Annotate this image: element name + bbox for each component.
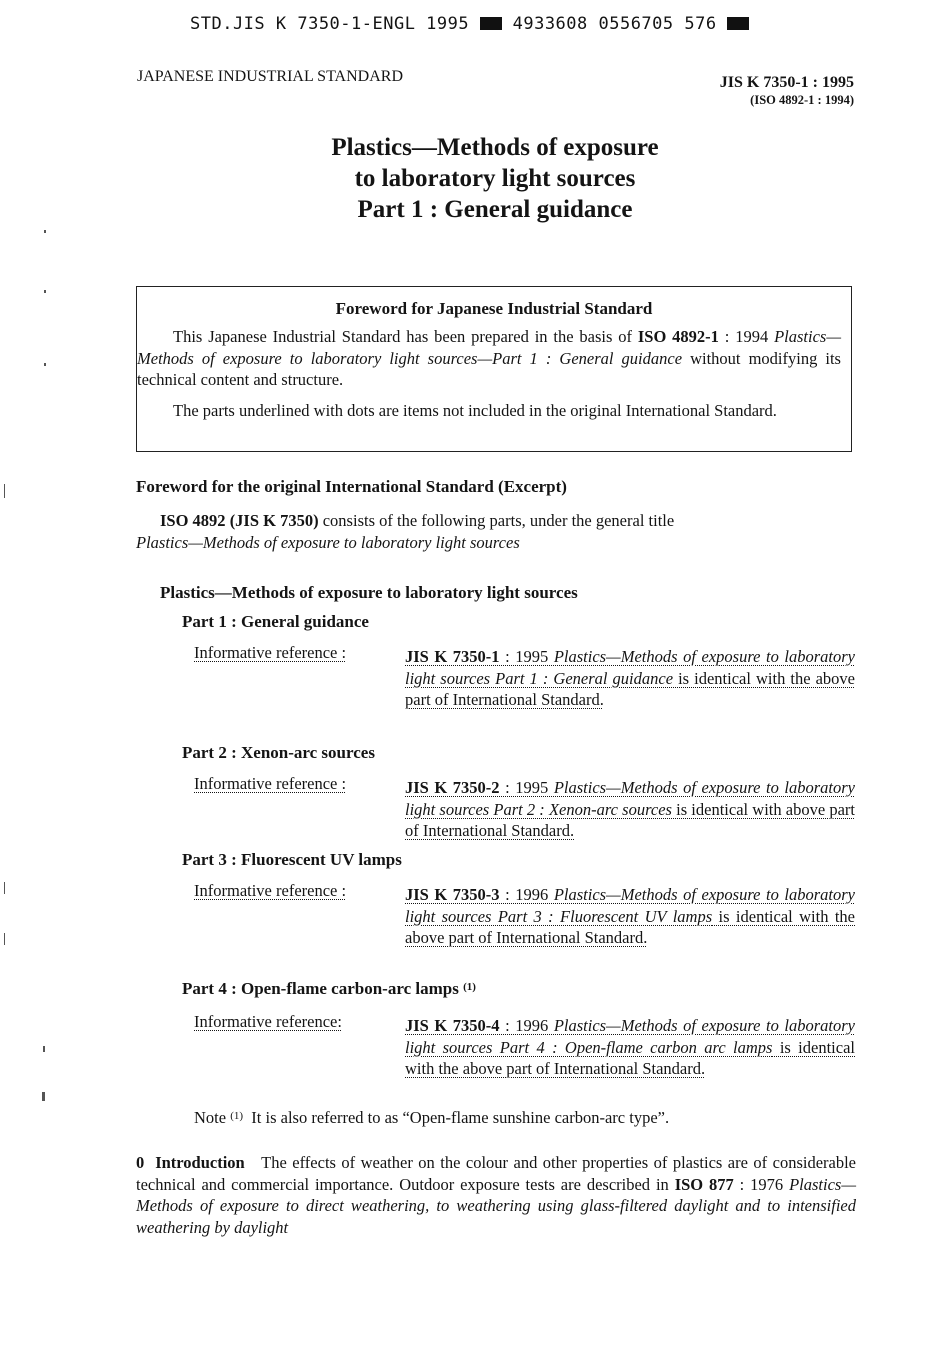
stamp-block-2 bbox=[727, 17, 749, 30]
foreword-intl-text: consists of the following parts, under the general title bbox=[318, 511, 675, 530]
introduction-paragraph bbox=[136, 1152, 856, 1238]
foreword-intl-heading: Foreword for the original International Standard (Excerpt) bbox=[136, 477, 567, 496]
section-heading: Introduction bbox=[155, 1153, 245, 1172]
part-1-reference bbox=[405, 646, 855, 711]
jis-number: JIS K 7350-3 bbox=[405, 885, 500, 904]
scan-mark bbox=[4, 882, 5, 894]
part-1-title: Part 1 : General guidance bbox=[182, 612, 369, 631]
jis-title: Plastics—Methods of exposure to laboratory light sources Part 4 : Open-flame carbon arc lamps bbox=[405, 1016, 855, 1057]
iso-number: (ISO 4892-1 : 1994) bbox=[750, 93, 854, 107]
part-2-title: Part 2 : Xenon-arc sources bbox=[182, 743, 375, 762]
general-title: Plastics—Methods of exposure to laboratory light sources bbox=[136, 532, 520, 552]
title-line-2: to laboratory light sources bbox=[354, 165, 636, 192]
stamp-numbers: 4933608 0556705 576 bbox=[512, 14, 717, 34]
stamp-code: STD.JIS K 7350-1-ENGL 1995 bbox=[190, 14, 470, 34]
part-3-title: Part 3 : Fluorescent UV lamps bbox=[182, 850, 402, 869]
reference-text: is identical with the above part of International Standard. bbox=[405, 668, 855, 709]
document-stamp bbox=[190, 14, 749, 34]
reference-text: is identical with above part of International Standard. bbox=[405, 799, 855, 840]
standard-type: JAPANESE INDUSTRIAL STANDARD bbox=[137, 68, 403, 85]
iso-reference: ISO 4892-1 bbox=[637, 327, 719, 346]
jis-reference: (JIS K 7350) bbox=[229, 511, 319, 530]
iso-year: : 1976 bbox=[733, 1174, 790, 1194]
iso-year: : 1994 bbox=[718, 327, 775, 346]
reference-text: is identical with the above part of International Standard. bbox=[405, 1037, 855, 1078]
standard-number: JIS K 7350-1 : 1995 bbox=[719, 74, 854, 91]
scan-speck bbox=[44, 363, 46, 366]
footnote-marker: (1) bbox=[463, 981, 476, 993]
part-3-reference bbox=[405, 884, 855, 949]
jis-number: JIS K 7350-4 bbox=[405, 1016, 500, 1035]
scan-speck bbox=[44, 230, 46, 233]
informative-reference-label: Informative reference : bbox=[194, 643, 347, 662]
jis-year: : 1996 bbox=[499, 1016, 554, 1035]
scan-speck bbox=[44, 290, 46, 293]
part-4-reference bbox=[405, 1015, 855, 1080]
title-line-3: Part 1 : General guidance bbox=[357, 196, 633, 223]
jis-year: : 1996 bbox=[499, 885, 554, 904]
part-4-title-text: Part 4 : Open-flame carbon-arc lamps bbox=[182, 979, 459, 998]
iso-title: Plastics—Methods of exposure to laboratory light sources—Part 1 : General guidance bbox=[137, 327, 841, 368]
title-line-1: Plastics—Methods of exposure bbox=[331, 134, 659, 161]
jis-title: Plastics—Methods of exposure to laboratory light sources Part 1 : General guidance bbox=[405, 647, 855, 688]
scan-mark bbox=[4, 933, 5, 945]
foreword-text-end: without modifying its technical content and structure. bbox=[137, 348, 841, 389]
note-label: Note bbox=[194, 1108, 227, 1127]
parts-list-heading: Plastics—Methods of exposure to laboratory light sources bbox=[160, 583, 578, 602]
page-title bbox=[0, 132, 950, 225]
foreword-jis-paragraph-2: The parts underlined with dots are items not included in the original International Standard. bbox=[173, 401, 777, 420]
foreword-intl-paragraph bbox=[136, 510, 854, 553]
foreword-jis-paragraph-1 bbox=[137, 326, 841, 391]
informative-reference-label: Informative reference : bbox=[194, 774, 347, 793]
jis-number: JIS K 7350-1 bbox=[405, 647, 500, 666]
iso-reference: ISO 877 bbox=[674, 1174, 734, 1194]
section-number: 0 bbox=[136, 1153, 145, 1172]
footnote bbox=[194, 1108, 669, 1128]
part-4-title bbox=[182, 979, 476, 999]
reference-text: is identical with the above part of International Standard. bbox=[405, 906, 855, 947]
jis-title: Plastics—Methods of exposure to laboratory light sources Part 2 : Xenon-arc sources bbox=[405, 778, 855, 819]
iso-title: Plastics—Methods of exposure to direct weathering, to weathering using glass-filtered daylight and to intensified weathering by daylight bbox=[136, 1174, 856, 1237]
jis-year: : 1995 bbox=[499, 778, 554, 797]
foreword-text: This Japanese Industrial Standard has been prepared in the basis of bbox=[173, 327, 638, 346]
informative-reference-label: Informative reference: bbox=[194, 1012, 342, 1031]
introduction-text: The effects of weather on the colour and other properties of plastics are of considerable technical and commercial importance. Outdoor exposure tests are described in bbox=[136, 1153, 856, 1194]
informative-reference-label: Informative reference : bbox=[194, 881, 347, 900]
part-2-reference bbox=[405, 777, 855, 842]
footnote-number: (1) bbox=[230, 1110, 244, 1122]
jis-number: JIS K 7350-2 bbox=[405, 778, 500, 797]
scan-speck bbox=[42, 1092, 45, 1101]
scan-mark bbox=[4, 484, 5, 498]
foreword-jis-title: Foreword for Japanese Industrial Standard bbox=[335, 299, 653, 318]
note-text: It is also referred to as “Open-flame sunshine carbon-arc type”. bbox=[251, 1108, 670, 1127]
stamp-block-1 bbox=[480, 17, 502, 30]
iso-reference: ISO 4892 bbox=[160, 511, 226, 530]
jis-year: : 1995 bbox=[499, 647, 554, 666]
jis-title: Plastics—Methods of exposure to laboratory light sources Part 3 : Fluorescent UV lamps bbox=[405, 885, 855, 926]
scan-speck bbox=[43, 1046, 45, 1052]
